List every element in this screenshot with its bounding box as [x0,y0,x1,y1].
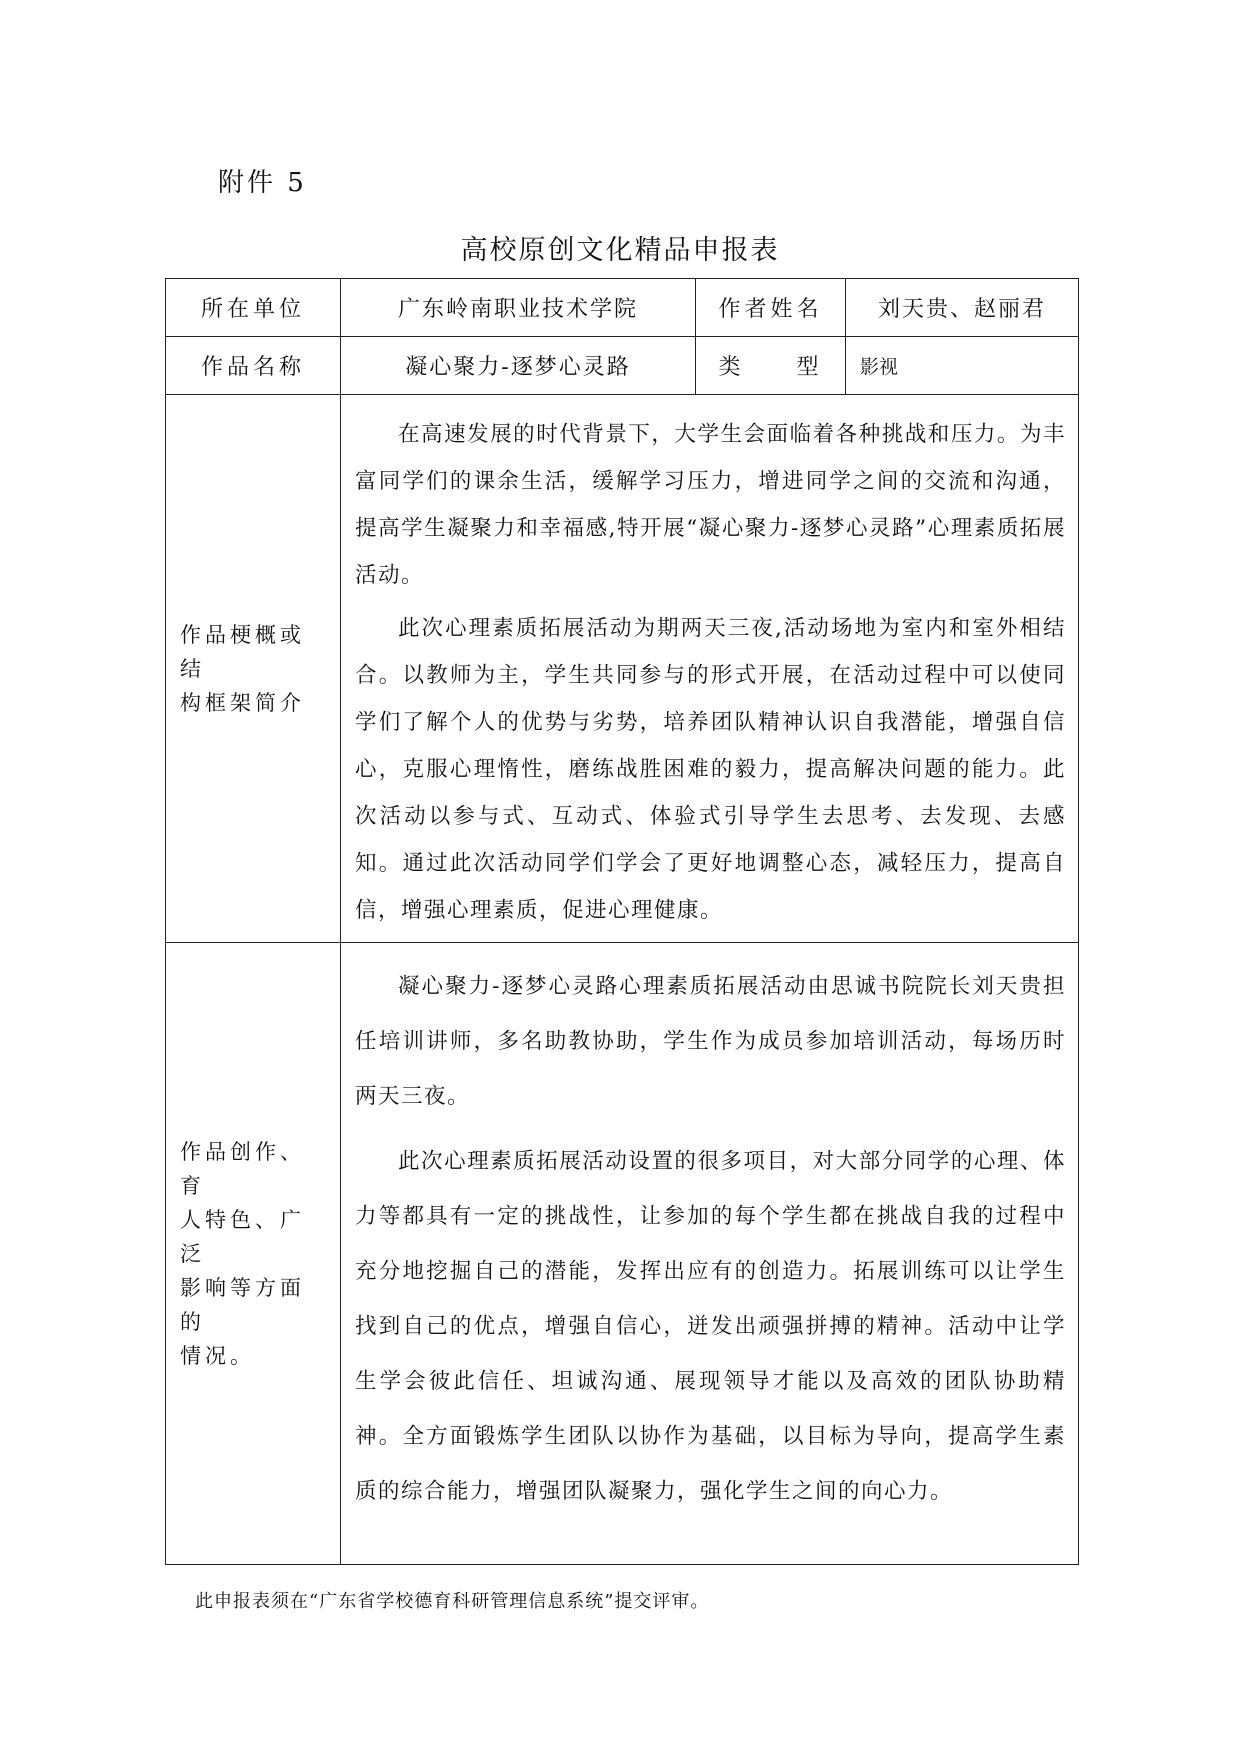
features-content [341,943,1079,1565]
row-summary [166,395,1079,943]
summary-content [341,395,1079,943]
summary-label [166,395,341,943]
features-label-line3: 影响等方面的 [180,1275,305,1334]
features-label-line1: 作品创作、育 [180,1139,305,1198]
footnote: 此申报表须在“广东省学校德育科研管理信息系统”提交评审。 [195,1591,710,1612]
attachment-label: 附件 5 [218,168,307,198]
features-label [166,943,341,1565]
application-form-table [165,278,1079,1565]
features-label-line4: 情况。 [180,1343,255,1368]
author-label: 作者姓名 [696,279,846,337]
row-features [166,943,1079,1565]
type-value: 影视 [846,337,1079,395]
work-name-value: 凝心聚力-逐梦心灵路 [341,337,696,395]
row-unit-author [166,279,1079,337]
features-label-line2: 人特色、广泛 [180,1207,305,1266]
summary-paragraph-2: 此次心理素质拓展活动为期两天三夜,活动场地为室内和室外相结合。以教师为主，学生共同参与的形式开展，在活动过程中可以使同学们了解个人的优势与劣势，培养团队精神认识自我潜能，增强自信心，克服心理惰性，磨练战胜困难的毅力，提高解决问题的能力。此次活动以参与式、互动式、体验式引导学生去思考、去发现、去感知。通过此次活动同学们学会了更好地调整心态，减轻压力，提高自信，增强心理素质，促进心理健康。 [355,616,1066,923]
features-paragraph-1: 凝心聚力-逐梦心灵路心理素质拓展活动由思诚书院院长刘天贵担任培训讲师，多名助教协助，学生作为成员参加培训活动，每场历时两天三夜。 [355,974,1066,1109]
page-title: 高校原创文化精品申报表 [460,235,780,266]
type-label: 类 型 [696,337,846,395]
author-value: 刘天贵、赵丽君 [846,279,1079,337]
features-paragraph-2: 此次心理素质拓展活动设置的很多项目，对大部分同学的心理、体力等都具有一定的挑战性，让参加的每个学生都在挑战自我的过程中充分地挖掘自己的潜能，发挥出应有的创造力。拓展训练可以让学生找到自己的优点，增强自信心，迸发出顽强拼搏的精神。活动中让学生学会彼此信任、坦诚沟通、展现领导才能以及高效的团队协助精神。全方面锻炼学生团队以协作为基础，以目标为导向，提高学生素质的综合能力，增强团队凝聚力，强化学生之间的向心力。 [355,1149,1066,1504]
unit-value: 广东岭南职业技术学院 [341,279,696,337]
summary-paragraph-1: 在高速发展的时代背景下，大学生会面临着各种挑战和压力。为丰富同学们的课余生活，缓解学习压力，增进同学之间的交流和沟通，提高学生凝聚力和幸福感,特开展“凝心聚力-逐梦心灵路”心理素质拓展活动。 [355,422,1066,588]
work-name-label: 作品名称 [166,337,341,395]
summary-label-line2: 构框架简介 [180,690,305,715]
row-work-type [166,337,1079,395]
summary-label-line1: 作品梗概或结 [180,622,305,681]
unit-label: 所在单位 [166,279,341,337]
